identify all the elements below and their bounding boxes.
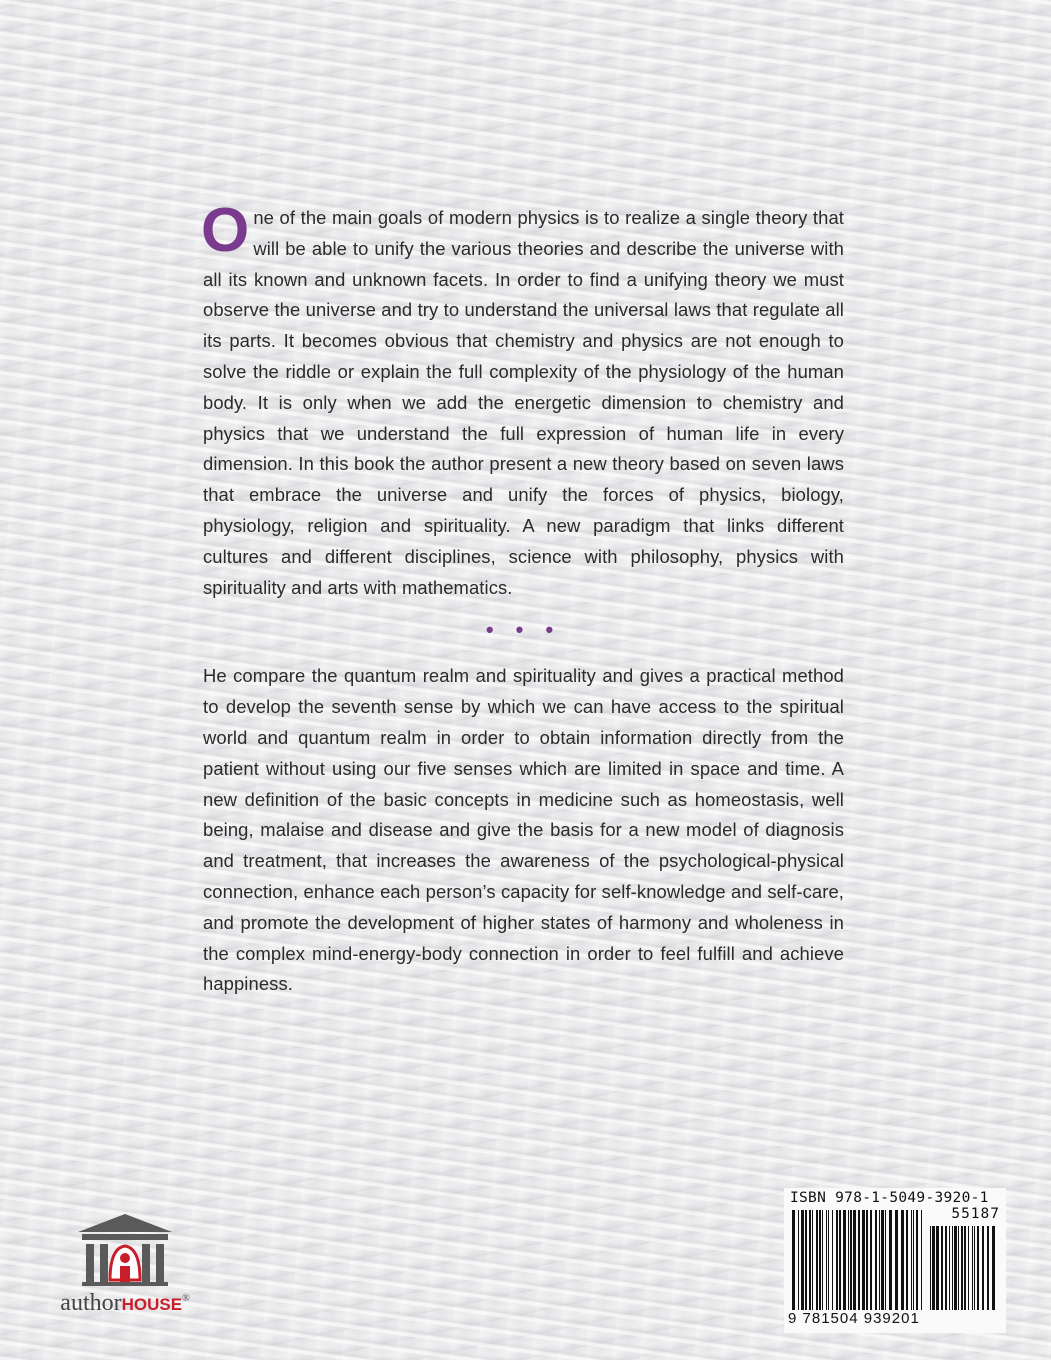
barcode-bar	[945, 1226, 947, 1310]
back-cover-blurb	[201, 196, 844, 1000]
barcode-bar	[977, 1226, 979, 1310]
authorhouse-logo-icon	[40, 1210, 210, 1290]
barcode-bar	[901, 1210, 904, 1310]
barcode-bar	[964, 1226, 966, 1310]
barcode-bar	[881, 1210, 884, 1310]
barcode-bar	[941, 1226, 943, 1310]
barcode-bar	[954, 1226, 957, 1310]
barcode-bar	[850, 1210, 852, 1310]
barcode-bar	[889, 1210, 892, 1310]
barcode-bar	[885, 1210, 886, 1310]
barcode-bar	[930, 1226, 931, 1310]
addon-code: 55187	[951, 1206, 1000, 1222]
barcode-bar	[839, 1210, 841, 1310]
barcode-bar	[987, 1226, 989, 1310]
barcode-bar	[974, 1226, 975, 1310]
barcode-bar	[895, 1210, 898, 1310]
barcode-bar	[936, 1226, 939, 1310]
barcode-bar	[992, 1226, 995, 1310]
barcode-bar	[828, 1210, 829, 1310]
blurb-paragraph-2: He compare the quantum realm and spirituality and gives a practical method to develop the seventh sense by which we can have access to the spiritual world and quantum realm in order to obtain information directly from the patient without using our five senses which are limited in space and time. A new definition of the basic concepts in medicine such as homeostasis, well being, malaise and disease and give the basis for a new model of diagnosis and treatment, that increases the awareness of the psychological-physical connection, enhance each person’s capacity for self-knowledge and self-care, and promote the development of higher states of harmony and wholeness in the complex mind-energy-body connection in order to feel fulfill and achieve happiness.	[203, 665, 844, 995]
barcode-bar	[921, 1210, 922, 1310]
barcode-bar	[870, 1210, 872, 1310]
barcode-bar	[801, 1210, 804, 1310]
barcode-bar	[968, 1226, 969, 1310]
barcode-bar	[982, 1226, 984, 1310]
barcode-bar	[862, 1210, 865, 1310]
barcode-bar	[972, 1226, 973, 1310]
barcode-bar	[832, 1210, 833, 1310]
wordmark-author: author	[60, 1290, 122, 1316]
barcode-bar	[853, 1210, 856, 1310]
drop-cap: O	[201, 196, 250, 265]
barcode-bar	[858, 1210, 860, 1310]
barcode-bar	[911, 1210, 912, 1310]
barcode-bar	[879, 1210, 880, 1310]
addon-bars	[930, 1226, 996, 1310]
blurb-paragraph-1	[201, 196, 844, 603]
isbn-barcode	[784, 1188, 1006, 1333]
publisher-logo	[40, 1210, 210, 1320]
barcode-bar	[866, 1210, 868, 1310]
barcode-bar	[822, 1210, 823, 1310]
barcode-bar	[932, 1226, 935, 1310]
barcode-bar	[916, 1210, 918, 1310]
barcode-bar	[812, 1210, 813, 1310]
barcode-bar	[819, 1210, 821, 1310]
section-separator: • • •	[485, 617, 562, 643]
isbn-digits: 9 781504 939201	[788, 1310, 920, 1327]
barcode-bar	[913, 1210, 914, 1310]
barcode-bar	[836, 1210, 838, 1310]
ean13-bars	[792, 1210, 924, 1310]
barcode-bar	[805, 1210, 807, 1310]
barcode-bar	[826, 1210, 827, 1310]
barcode-bar	[798, 1210, 799, 1310]
barcode-bar	[949, 1226, 950, 1310]
barcode-bar	[816, 1210, 818, 1310]
barcode-bar	[952, 1226, 953, 1310]
barcode-bar	[809, 1210, 811, 1310]
barcode-bar	[906, 1210, 908, 1310]
paragraph-1-text: ne of the main goals of modern physics is to realize a single theory that will be able to unify the various theories and describe the universe with all its known and unknown facets. In order to find a unifying theory we must observe the universe and try to understand the universal laws that regulate all its parts. It becomes obvious that chemistry and physics are not enough to solve the riddle or explain the full complexity of the physiology of the human body. It is only when we add the energetic dimension to chemistry and physics that we understand the full expression of human life in every dimension. In this book the author present a new theory based on seven laws that embrace the universe and unify the forces of physics, biology, physiology, religion and spirituality. A new paradigm that links different cultures and different disciplines, science with philosophy, physics with spirituality and arts with mathematics.	[203, 207, 844, 598]
barcode-bar	[958, 1226, 959, 1310]
registered-mark: ®	[182, 1293, 190, 1304]
wordmark-house: HOUSE	[121, 1295, 183, 1314]
barcode-bar	[843, 1210, 846, 1310]
publisher-wordmark	[40, 1290, 210, 1317]
isbn-label: ISBN 978-1-5049-3920-1	[790, 1190, 989, 1206]
barcode-bar	[875, 1210, 877, 1310]
barcode-bar	[848, 1210, 849, 1310]
barcode-bar	[961, 1226, 963, 1310]
barcode-bar	[792, 1210, 795, 1310]
